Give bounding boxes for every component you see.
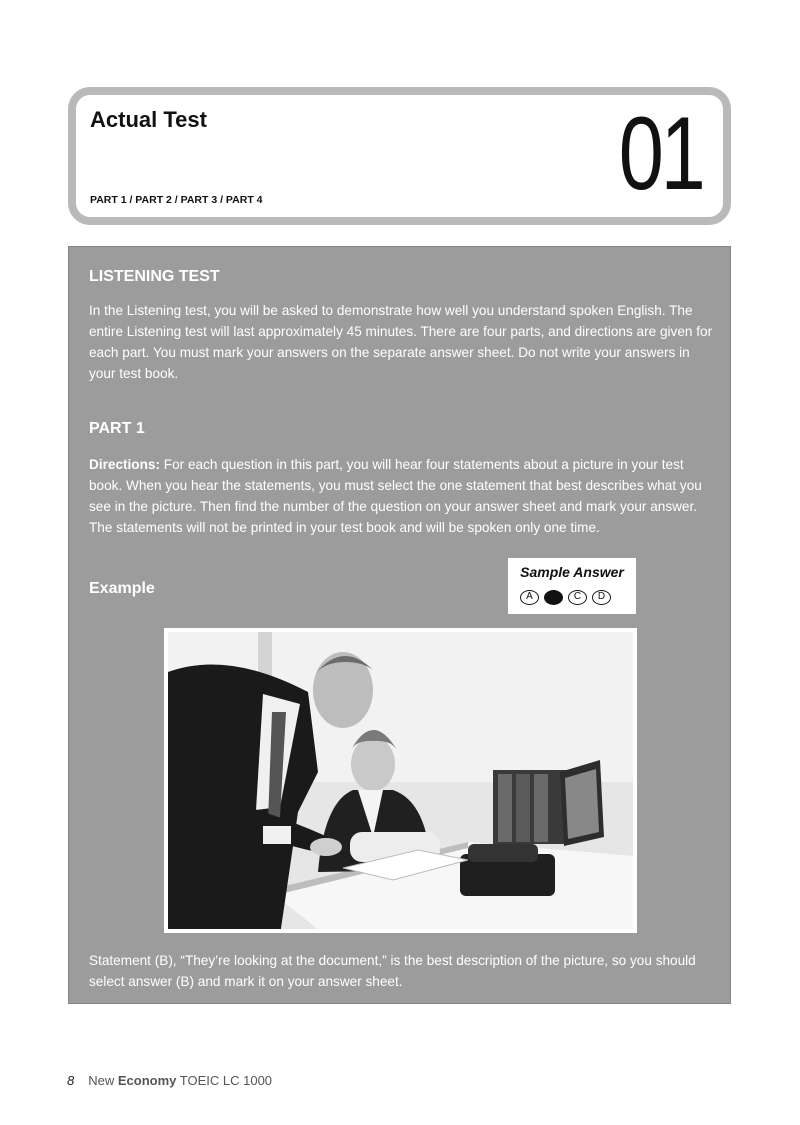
header-title: Actual Test xyxy=(90,107,207,132)
office-scene-image xyxy=(168,632,633,929)
book-prefix: New xyxy=(88,1073,115,1088)
answer-bubbles xyxy=(520,590,611,605)
test-header-box xyxy=(68,87,731,225)
sample-answer-box xyxy=(508,558,636,614)
page-footer xyxy=(67,1073,272,1088)
header-parts: PART 1 / PART 2 / PART 3 / PART 4 xyxy=(90,194,263,206)
book-emphasis: Economy xyxy=(117,1073,177,1088)
directions-label: Directions: xyxy=(89,457,161,472)
listening-body: In the Listening test, you will be asked to demonstrate how well you understand spoken English. The entire Listening test will last approximately 45 minutes. There are four parts, and directions are given for each part. You must mark your answers on the separate answer sheet. Do not write your answers in your test book. xyxy=(89,303,713,381)
bubble-a: A xyxy=(520,590,539,605)
part1-directions xyxy=(89,454,714,538)
example-photo xyxy=(164,628,637,933)
test-number: 01 xyxy=(619,96,703,212)
bubble-c: C xyxy=(568,590,587,605)
directions-body: For each question in this part, you will hear four statements about a picture in your test book. When you hear the statements, you must select the one statement that best describes what you see in the picture. Then find the number of the question on your answer sheet and mark your answer. The statements will not be printed in your test book and will be spoken only one time. xyxy=(89,457,702,535)
example-title: Example xyxy=(89,580,155,597)
bubble-d: D xyxy=(592,590,611,605)
example-statement: Statement (B), “They’re looking at the document,” is the best description of the picture, so you should select answer (B) and mark it on your answer sheet. xyxy=(89,953,696,989)
part1-title: PART 1 xyxy=(89,420,145,437)
listening-title: LISTENING TEST xyxy=(89,268,220,285)
bubble-b-filled xyxy=(544,590,563,605)
listening-section-panel xyxy=(68,246,731,1004)
sample-answer-label: Sample Answer xyxy=(520,564,624,580)
page-number: 8 xyxy=(67,1073,75,1088)
book-suffix: TOEIC LC 1000 xyxy=(179,1073,273,1088)
